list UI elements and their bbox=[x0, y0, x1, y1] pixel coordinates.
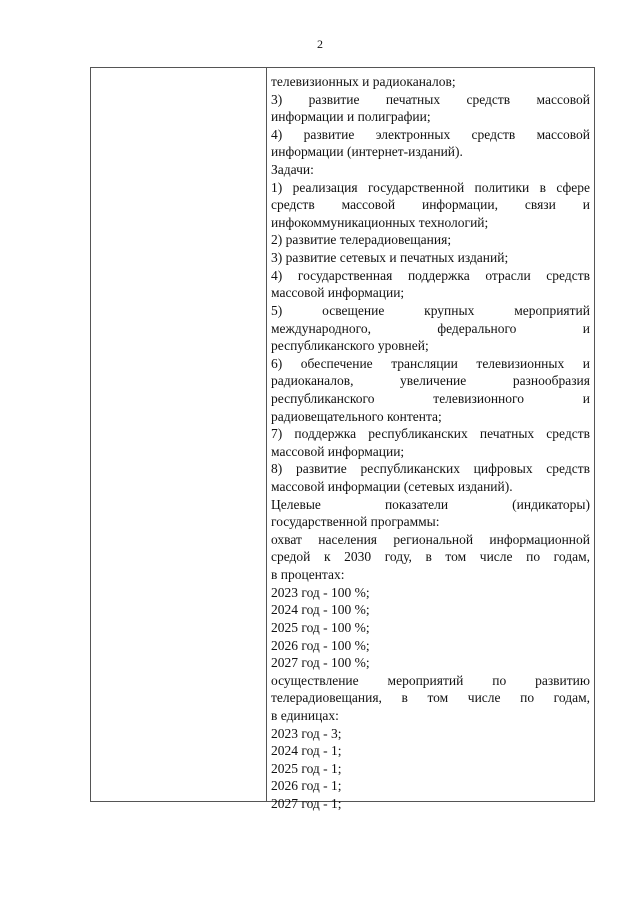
text-line: радиоканалов, увеличение разнообразия bbox=[271, 373, 590, 389]
text-line: в процентах: bbox=[271, 567, 345, 583]
text-line: 8) развитие республиканских цифровых средств bbox=[271, 461, 590, 477]
text-line: 2) развитие телерадиовещания; bbox=[271, 232, 452, 248]
text-line: средой к 2030 году, в том числе по годам, bbox=[271, 549, 590, 565]
text-line: 5) освещение крупных мероприятий bbox=[271, 302, 590, 318]
text-line: республиканского уровней; bbox=[271, 338, 429, 354]
text-line: 3) развитие печатных средств массовой bbox=[271, 91, 590, 107]
text-line: телерадиовещания, в том числе по годам, bbox=[271, 690, 590, 706]
text-line: 2023 год - 100 %; bbox=[271, 584, 370, 600]
text-line: 4) развитие электронных средств массовой bbox=[271, 126, 590, 142]
text-line: 2025 год - 1; bbox=[271, 760, 342, 776]
text-line: информации (интернет-изданий). bbox=[271, 144, 463, 160]
text-line: радиовещательного контента; bbox=[271, 408, 442, 424]
text-line: 4) государственная поддержка отрасли средств bbox=[271, 267, 590, 283]
text-line: Целевые показатели (индикаторы) bbox=[271, 496, 590, 512]
text-line: 2026 год - 1; bbox=[271, 778, 342, 794]
text-line: 3) развитие сетевых и печатных изданий; bbox=[271, 250, 509, 266]
page-number: 2 bbox=[317, 37, 323, 51]
text-line: массовой информации; bbox=[271, 443, 405, 459]
text-line: информации и полиграфии; bbox=[271, 109, 431, 125]
text-line: 2024 год - 1; bbox=[271, 743, 342, 759]
text-line: международного, федерального и bbox=[271, 320, 590, 336]
text-line: средств массовой информации, связи и bbox=[271, 197, 590, 213]
text-line: Задачи: bbox=[271, 162, 314, 178]
table-left-cell bbox=[91, 68, 267, 801]
text-line: 1) реализация государственной политики в сфере bbox=[271, 179, 590, 195]
text-line: в единицах: bbox=[271, 707, 339, 723]
text-line: 2026 год - 100 %; bbox=[271, 637, 370, 653]
text-line: республиканского телевизионного и bbox=[271, 390, 590, 406]
text-line: охват населения региональной информационной bbox=[271, 531, 590, 547]
text-line: осуществление мероприятий по развитию bbox=[271, 672, 590, 688]
text-line: 2023 год - 3; bbox=[271, 725, 342, 741]
table-right-cell bbox=[267, 68, 594, 811]
text-line: государственной программы: bbox=[271, 514, 440, 530]
text-line: 2027 год - 100 %; bbox=[271, 655, 370, 671]
text-line: 2027 год - 1; bbox=[271, 795, 342, 811]
text-line: 6) обеспечение трансляции телевизионных и bbox=[271, 355, 590, 371]
text-line: 2025 год - 100 %; bbox=[271, 619, 370, 635]
text-line: 2024 год - 100 %; bbox=[271, 602, 370, 618]
text-line: массовой информации (сетевых изданий). bbox=[271, 479, 513, 495]
text-line: массовой информации; bbox=[271, 285, 405, 301]
program-passport-table bbox=[90, 67, 595, 811]
text-line: 7) поддержка республиканских печатных средств bbox=[271, 426, 590, 442]
text-line: телевизионных и радиоканалов; bbox=[271, 74, 456, 89]
text-line: инфокоммуникационных технологий; bbox=[271, 214, 489, 230]
